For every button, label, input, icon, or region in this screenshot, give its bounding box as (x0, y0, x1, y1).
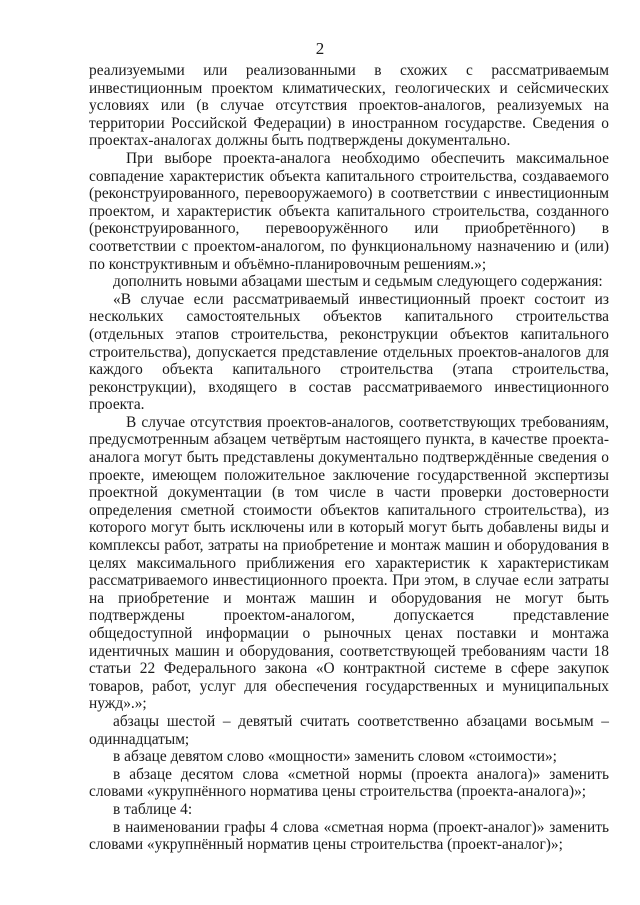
paragraph-no-analogs: В случае отсутствия проектов-аналогов, соответствующих требованиям, предусмотренным абзацем четвёртым настоящего пункта, в качестве проекта-аналога могут быть представлены документально подтверждённые сведения о проекте, имеющем положительное заключение государственной экспертизы проектной документации (в том числе в части проверки достоверности определения сметной стоимости объектов капитального строительства), из которого могут быть исключены или в который могут быть добавлены виды и комплексы работ, затраты на приобретение и монтаж машин и оборудования в целях максимального приближения его характеристик к характеристикам рассматриваемого инвестиционного проекта. При этом, в случае если затраты на приобретение и монтаж машин и оборудования не могут быть подтверждены проектом-аналогом, допускается представление общедоступной информации о рыночных ценах поставки и монтажа идентичных машин и оборудования, соответствующей требованиям части 18 статьи 22 Федерального закона «О контрактной системе в сфере закупок товаров, работ, услуг для обеспечения государственных и муниципальных нужд».»; (89, 413, 609, 713)
document-body (89, 62, 609, 854)
page-number: 2 (315, 39, 325, 58)
paragraph-renumber: абзацы шестой – девятый считать соответственно абзацами восьмым – одиннадцатым; (89, 712, 609, 748)
paragraph-column-4-name: в наименовании графы 4 слова «сметная норма (проект-аналог)» заменить словами «укрупнённый норматив цены строительства (проект-аналог)»; (89, 818, 609, 854)
paragraph-amend-instruction: дополнить новыми абзацами шестым и седьмым следующего содержания: (113, 273, 603, 291)
paragraph-replace-capacity: в абзаце девятом слово «мощности» заменить словом «стоимости»; (113, 748, 557, 766)
paragraph-quote-multiple-objects: «В случае если рассматриваемый инвестиционный проект состоит из нескольких самостоятельных объектов капитального строительства (отдельных этапов строительства, реконструкции объектов капитального строительства), допускается представление отдельных проектов-аналогов для каждого объекта капитального строительства (этапа строительства, реконструкции), входящего в состав рассматриваемого инвестиционного проекта. (89, 290, 609, 414)
paragraph-continuation: реализуемыми или реализованными в схожих с рассматриваемым инвестиционным проектом климатических, геологических и сейсмических условиях или (в случае отсутствия проектов-аналогов, реализуемых на территории Российской Федерации) в иностранном государстве. Сведения о проектах-аналогах должны быть подтверждены документально. (89, 62, 609, 150)
paragraph-analog-selection: При выборе проекта-аналога необходимо обеспечить максимальное совпадение характеристик объекта капитального строительства, создаваемого (реконструированного, перевооружаемого) в соответствии с инвестиционным проектом, и характеристик объекта капитального строительства, созданного (реконструированного, перевооружённого или приобретённого) в соответствии с проектом-аналогом, по функциональному назначению и (или) по конструктивным и объёмно-планировочным решениям.»; (89, 149, 609, 273)
paragraph-table-4: в таблице 4: (113, 800, 193, 818)
paragraph-replace-norm: в абзаце десятом слова «сметной нормы (проекта аналога)» заменить словами «укрупнённого норматива цены строительства (проекта-аналога)»; (89, 765, 609, 801)
